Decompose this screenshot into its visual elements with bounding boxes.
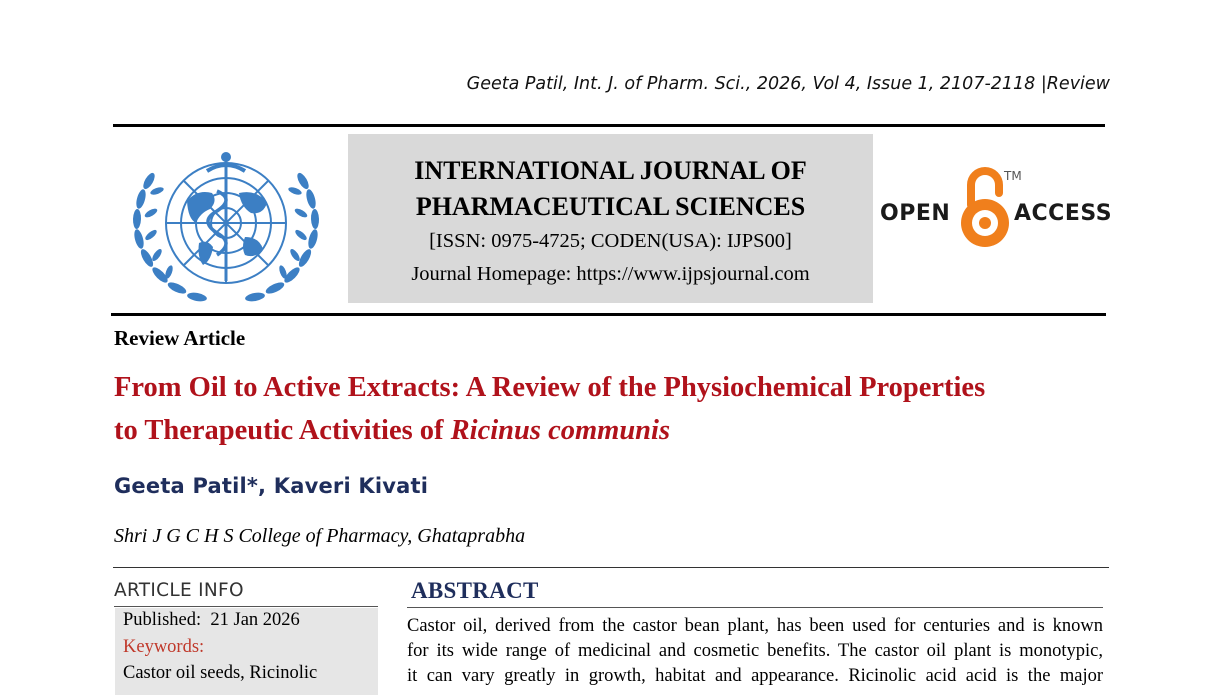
abstract-heading: ABSTRACT <box>411 578 539 603</box>
header-top-rule <box>113 124 1105 127</box>
article-info-box <box>115 608 378 695</box>
open-access-tm: TM <box>1004 169 1022 183</box>
journal-info-box <box>348 134 873 303</box>
journal-homepage[interactable]: Journal Homepage: https://www.ijpsjournal.com <box>411 263 810 285</box>
affiliation-divider <box>113 567 1109 568</box>
journal-issn: [ISSN: 0975-4725; CODEN(USA): IJPS00] <box>429 230 792 252</box>
keywords-label: Keywords: <box>123 637 205 657</box>
article-title-line1: From Oil to Active Extracts: A Review of the Physiochemical Properties <box>114 372 986 403</box>
right-laurel-icon <box>244 171 319 302</box>
journal-name-line1: INTERNATIONAL JOURNAL OF <box>414 156 807 185</box>
running-header-citation: Geeta Patil, Int. J. of Pharm. Sci., 2026, Vol 4, Issue 1, 2107-2118 |Review <box>466 74 1110 94</box>
journal-name-line2: PHARMACEUTICAL SCIENCES <box>415 192 806 221</box>
abstract-line: for its wide range of medicinal and cosmetic benefits. The castor oil plant is monotypic, <box>407 641 1103 661</box>
caduceus-icon <box>207 159 245 281</box>
article-authors: Geeta Patil*, Kaveri Kivati <box>114 474 429 498</box>
published-row <box>123 610 300 631</box>
article-title-line2: to Therapeutic Activities of <box>114 415 451 446</box>
article-info-underline <box>114 606 378 607</box>
abstract-body <box>407 614 1103 689</box>
article-title-species: Ricinus communis <box>450 415 671 446</box>
article-type-label: Review Article <box>114 326 246 350</box>
open-access-word-access: ACCESS <box>1014 201 1113 226</box>
keywords-list: Castor oil seeds, Ricinolic <box>123 663 318 683</box>
header-bottom-rule <box>111 313 1106 316</box>
abstract-underline <box>407 607 1103 608</box>
open-access-logo <box>880 163 1113 253</box>
article-info-heading: ARTICLE INFO <box>114 580 244 601</box>
author-affiliation: Shri J G C H S College of Pharmacy, Ghataprabha <box>114 525 526 547</box>
journal-logo-icon <box>127 141 325 306</box>
abstract-line: Castor oil, derived from the castor bean plant, has been used for centuries and is known <box>407 616 1103 636</box>
open-access-word-open: OPEN <box>880 201 951 226</box>
published-date: 21 Jan 2026 <box>210 610 300 630</box>
published-label: Published: <box>123 610 202 630</box>
left-laurel-icon <box>133 171 208 302</box>
article-title <box>114 366 1114 452</box>
abstract-line: it can vary greatly in growth, habitat and appearance. Ricinolic acid acid is the major <box>407 666 1103 686</box>
